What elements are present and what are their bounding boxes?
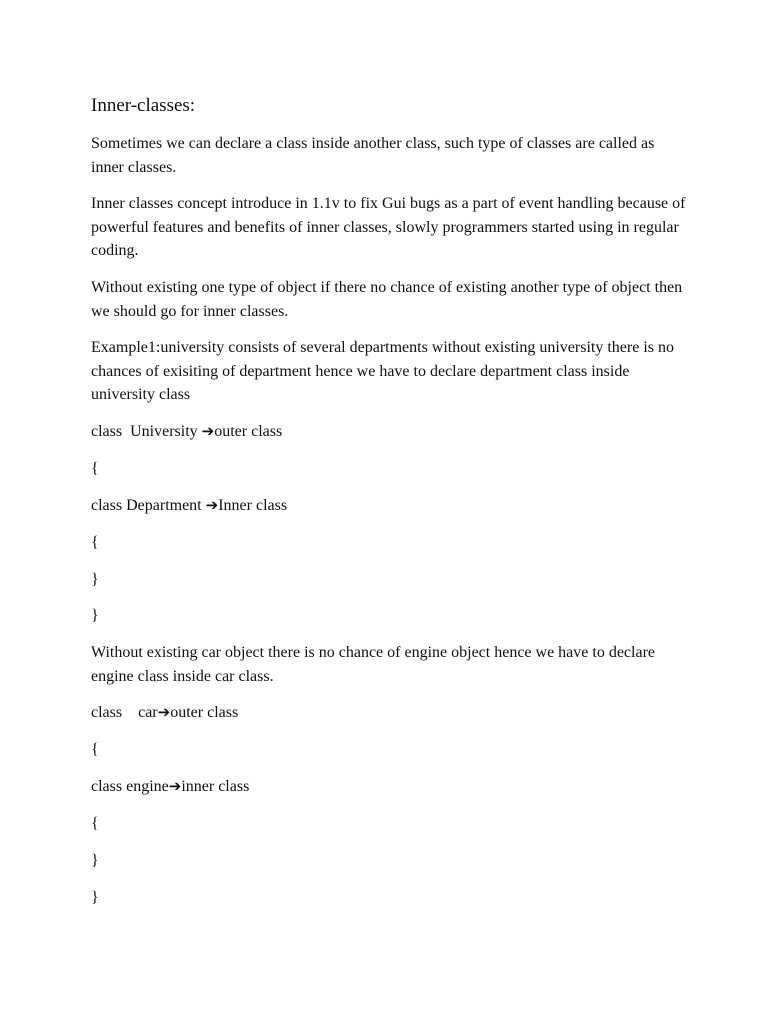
- code-open-brace: {: [91, 815, 99, 833]
- code-text: class car: [91, 704, 158, 722]
- code-annotation: inner class: [181, 778, 250, 796]
- paragraph-history: Inner classes concept introduce in 1.1v to fix Gui bugs as a part of event handling because of powerful features and benefits of inner classes, slowly programmers started using in regular coding.: [91, 195, 686, 260]
- right-arrow-icon: ➔: [201, 421, 215, 440]
- code-text: class engine: [91, 778, 169, 796]
- paragraph-example1: Example1:university consists of several departments without existing university there is no chances of exisiting of department hence we have to declare department class inside university class: [91, 339, 674, 404]
- right-arrow-icon: ➔: [157, 703, 171, 722]
- code-open-brace: {: [91, 741, 99, 759]
- code-close-brace: }: [91, 852, 99, 870]
- code-line-department-class: [91, 494, 691, 518]
- paragraph-usage: Without existing one type of object if there no chance of existing another type of object then we should go for inner classes.: [91, 278, 683, 320]
- code-text: class Department: [91, 496, 206, 514]
- paragraph-definition: Sometimes we can declare a class inside another class, such type of classes are called as inner classes.: [91, 135, 655, 176]
- document-body: [91, 94, 691, 923]
- paragraph-example2: Without existing car object there is no chance of engine object hence we have to declare engine class inside car class.: [91, 644, 655, 685]
- right-arrow-icon: ➔: [168, 777, 182, 796]
- right-arrow-icon: ➔: [205, 495, 219, 514]
- code-close-brace: }: [91, 888, 99, 906]
- code-annotation: outer class: [214, 422, 283, 440]
- page-title: Inner-classes:: [91, 95, 196, 116]
- code-annotation: outer class: [170, 704, 239, 722]
- code-open-brace: {: [91, 533, 99, 551]
- code-text: class University: [91, 422, 202, 440]
- code-close-brace: }: [91, 570, 99, 588]
- code-close-brace: }: [91, 607, 99, 625]
- code-annotation: Inner class: [218, 496, 288, 514]
- code-line-university-class: [91, 420, 691, 444]
- code-open-brace: {: [91, 459, 99, 477]
- code-line-engine-class: [91, 775, 691, 799]
- code-line-car-class: [91, 701, 691, 725]
